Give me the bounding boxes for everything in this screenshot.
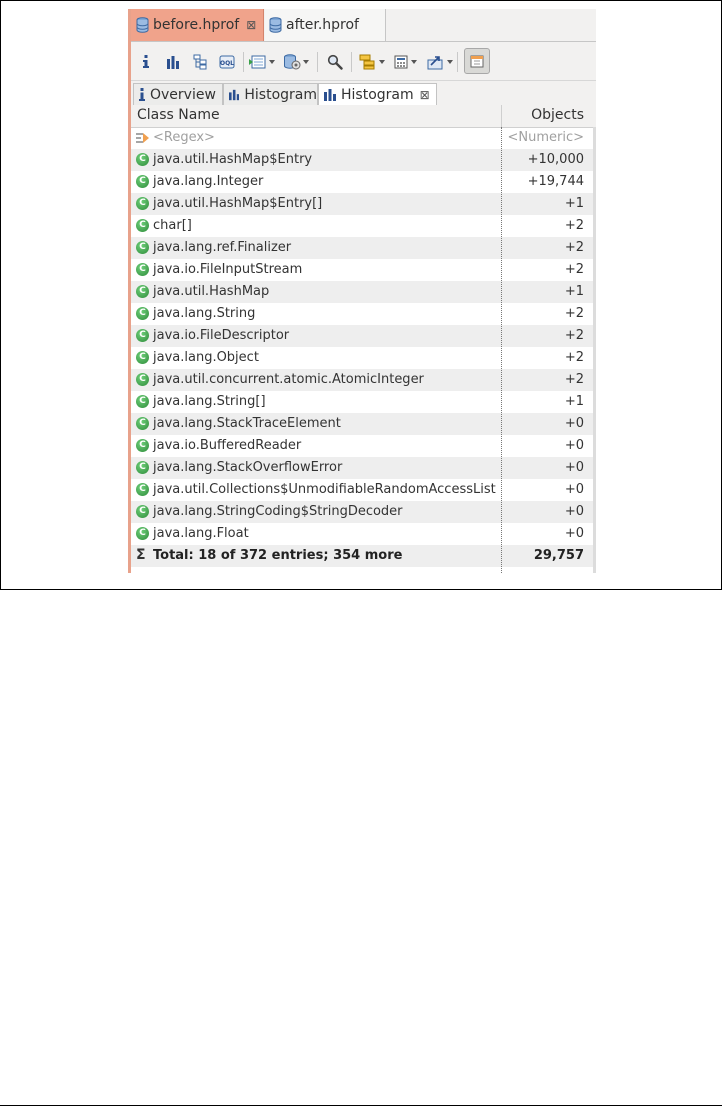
objects-cell: +1: [564, 284, 584, 299]
class-icon: C: [136, 219, 149, 232]
class-icon: C: [136, 527, 149, 540]
chevron-down-icon: [303, 60, 309, 64]
objects-cell: +2: [564, 372, 584, 387]
class-name-cell: java.util.HashMap$Entry: [153, 152, 313, 167]
group-by-button[interactable]: [359, 51, 385, 73]
class-icon: C: [136, 417, 149, 430]
toolbar-separator: [457, 52, 458, 72]
table-row[interactable]: [131, 259, 596, 281]
oql-icon: [219, 54, 235, 70]
objects-cell: +0: [564, 438, 584, 453]
tab-overview[interactable]: [133, 83, 223, 105]
class-icon: C: [136, 329, 149, 342]
class-icon: C: [136, 307, 149, 320]
class-icon: C: [136, 153, 149, 166]
pin-icon: [469, 53, 485, 69]
pin-tab-button[interactable]: [464, 48, 490, 74]
tab-after-hprof[interactable]: [265, 9, 386, 41]
class-name-cell: java.lang.Object: [153, 350, 259, 365]
class-name-cell: java.lang.StackTraceElement: [153, 416, 341, 431]
table-row[interactable]: [131, 523, 596, 545]
objects-cell: +19,744: [527, 174, 584, 189]
class-name-cell: Total: 18 of 372 entries; 354 more: [153, 548, 403, 563]
tab-label: Histogram: [244, 86, 317, 103]
class-name-cell: java.util.HashMap$Entry[]: [153, 196, 323, 211]
objects-cell: +2: [564, 328, 584, 343]
svg-text:OQL: OQL: [219, 60, 235, 67]
objects-cell: +2: [564, 240, 584, 255]
regex-filter-icon: [135, 131, 150, 145]
memory-analyzer-window: [128, 9, 596, 573]
class-icon: C: [136, 197, 149, 210]
column-divider: [501, 127, 502, 573]
histogram-table: [131, 105, 596, 573]
dominator-tree-icon: [193, 54, 208, 70]
objects-cell: +1: [564, 196, 584, 211]
class-icon: C: [136, 175, 149, 188]
heap-dump-button[interactable]: [283, 51, 309, 73]
table-row[interactable]: [131, 237, 596, 259]
objects-cell: +0: [564, 482, 584, 497]
class-name-cell: java.lang.Float: [153, 526, 249, 541]
search-icon: [327, 54, 343, 70]
class-name-cell: java.util.Collections$UnmodifiableRandomAccessList: [153, 482, 496, 497]
view-tab-bar: [131, 81, 596, 106]
table-row[interactable]: [131, 413, 596, 435]
table-row[interactable]: [131, 501, 596, 523]
class-name-cell: java.lang.ref.Finalizer: [153, 240, 292, 255]
toolbar-separator: [243, 52, 244, 72]
class-name-cell: java.io.BufferedReader: [153, 438, 302, 453]
tab-before-hprof[interactable]: [131, 9, 264, 41]
table-row[interactable]: [131, 171, 596, 193]
class-name-cell: java.util.HashMap: [153, 284, 270, 299]
heap-dump-icon: [283, 54, 301, 70]
page-rule: [0, 1105, 722, 1106]
export-button[interactable]: [427, 51, 453, 73]
close-tab-icon[interactable]: ⊠: [419, 88, 430, 102]
class-name-cell: char[]: [153, 218, 192, 233]
class-icon: C: [136, 351, 149, 364]
close-tab-icon[interactable]: ⊠: [246, 18, 257, 32]
table-row[interactable]: [131, 149, 596, 171]
table-row[interactable]: [131, 457, 596, 479]
class-icon: C: [136, 373, 149, 386]
vertical-scrollbar[interactable]: [593, 127, 596, 573]
export-icon: [427, 54, 445, 70]
column-separator[interactable]: [501, 105, 502, 127]
column-header-class-name[interactable]: Class Name: [137, 107, 220, 123]
histogram-icon: [324, 89, 336, 101]
group-icon: [359, 54, 377, 70]
tab-label: Histogram: [341, 87, 414, 103]
tab-histogram-active[interactable]: [318, 83, 437, 106]
chevron-down-icon: [411, 60, 417, 64]
objects-cell: +0: [564, 460, 584, 475]
table-row[interactable]: [131, 435, 596, 457]
chevron-down-icon: [379, 60, 385, 64]
table-row[interactable]: [131, 347, 596, 369]
column-header-objects[interactable]: Objects: [531, 107, 584, 123]
tab-histogram[interactable]: [223, 83, 318, 105]
objects-cell: +2: [564, 350, 584, 365]
sum-icon: Σ: [136, 547, 146, 563]
dominator-tree-button[interactable]: [193, 51, 208, 73]
objects-cell: +0: [564, 416, 584, 431]
class-icon: C: [136, 461, 149, 474]
database-icon: [136, 17, 149, 33]
class-icon: C: [136, 439, 149, 452]
class-name-cell: java.io.FileInputStream: [153, 262, 303, 277]
table-row[interactable]: [131, 193, 596, 215]
filter-row[interactable]: [131, 127, 596, 149]
histogram-icon: [166, 55, 180, 69]
table-row[interactable]: [131, 215, 596, 237]
query-browser-icon: [249, 54, 267, 70]
table-header: [131, 105, 596, 128]
query-browser-button[interactable]: [249, 51, 275, 73]
toolbar-separator: [317, 52, 318, 72]
chevron-down-icon: [269, 60, 275, 64]
total-row[interactable]: [131, 545, 596, 567]
chevron-down-icon: [447, 60, 453, 64]
class-name-cell: java.io.FileDescriptor: [153, 328, 290, 343]
class-name-cell: java.util.concurrent.atomic.AtomicInteger: [153, 372, 424, 387]
class-icon: C: [136, 505, 149, 518]
class-name-cell: java.lang.StringCoding$StringDecoder: [153, 504, 403, 519]
calculate-button[interactable]: [393, 51, 417, 73]
table-row[interactable]: [131, 369, 596, 391]
class-icon: C: [136, 285, 149, 298]
class-name-cell: java.lang.StackOverflowError: [153, 460, 343, 475]
table-row[interactable]: [131, 479, 596, 501]
objects-cell: +0: [564, 526, 584, 541]
info-button[interactable]: [141, 51, 151, 73]
search-button[interactable]: [327, 51, 343, 73]
database-icon: [269, 17, 282, 33]
objects-cell: +10,000: [527, 152, 584, 167]
class-icon: C: [136, 395, 149, 408]
objects-cell: +2: [564, 306, 584, 321]
oql-button[interactable]: [219, 51, 235, 73]
table-row[interactable]: [131, 281, 596, 303]
table-row[interactable]: [131, 325, 596, 347]
class-name-cell: java.lang.String[]: [153, 394, 266, 409]
objects-filter[interactable]: <Numeric>: [507, 130, 584, 145]
class-name-filter[interactable]: <Regex>: [153, 130, 215, 145]
objects-cell: +1: [564, 394, 584, 409]
calculate-icon: [393, 54, 409, 70]
table-row[interactable]: [131, 391, 596, 413]
histogram-icon: [229, 89, 239, 101]
info-icon: [141, 54, 151, 70]
class-icon: C: [136, 483, 149, 496]
objects-cell: +2: [564, 218, 584, 233]
objects-cell: +2: [564, 262, 584, 277]
class-name-cell: java.lang.String: [153, 306, 256, 321]
histogram-button[interactable]: [166, 51, 180, 73]
class-icon: C: [136, 263, 149, 276]
toolbar: [131, 42, 596, 81]
objects-cell: +0: [564, 504, 584, 519]
tab-label: Overview: [150, 86, 216, 103]
tab-label: before.hprof: [153, 17, 240, 33]
class-icon: C: [136, 241, 149, 254]
info-icon: [139, 88, 145, 101]
class-name-cell: java.lang.Integer: [153, 174, 264, 189]
tab-label: after.hprof: [286, 17, 359, 33]
objects-cell: 29,757: [533, 548, 584, 563]
table-row[interactable]: [131, 303, 596, 325]
editor-tab-bar: [131, 9, 596, 42]
toolbar-separator: [351, 52, 352, 72]
